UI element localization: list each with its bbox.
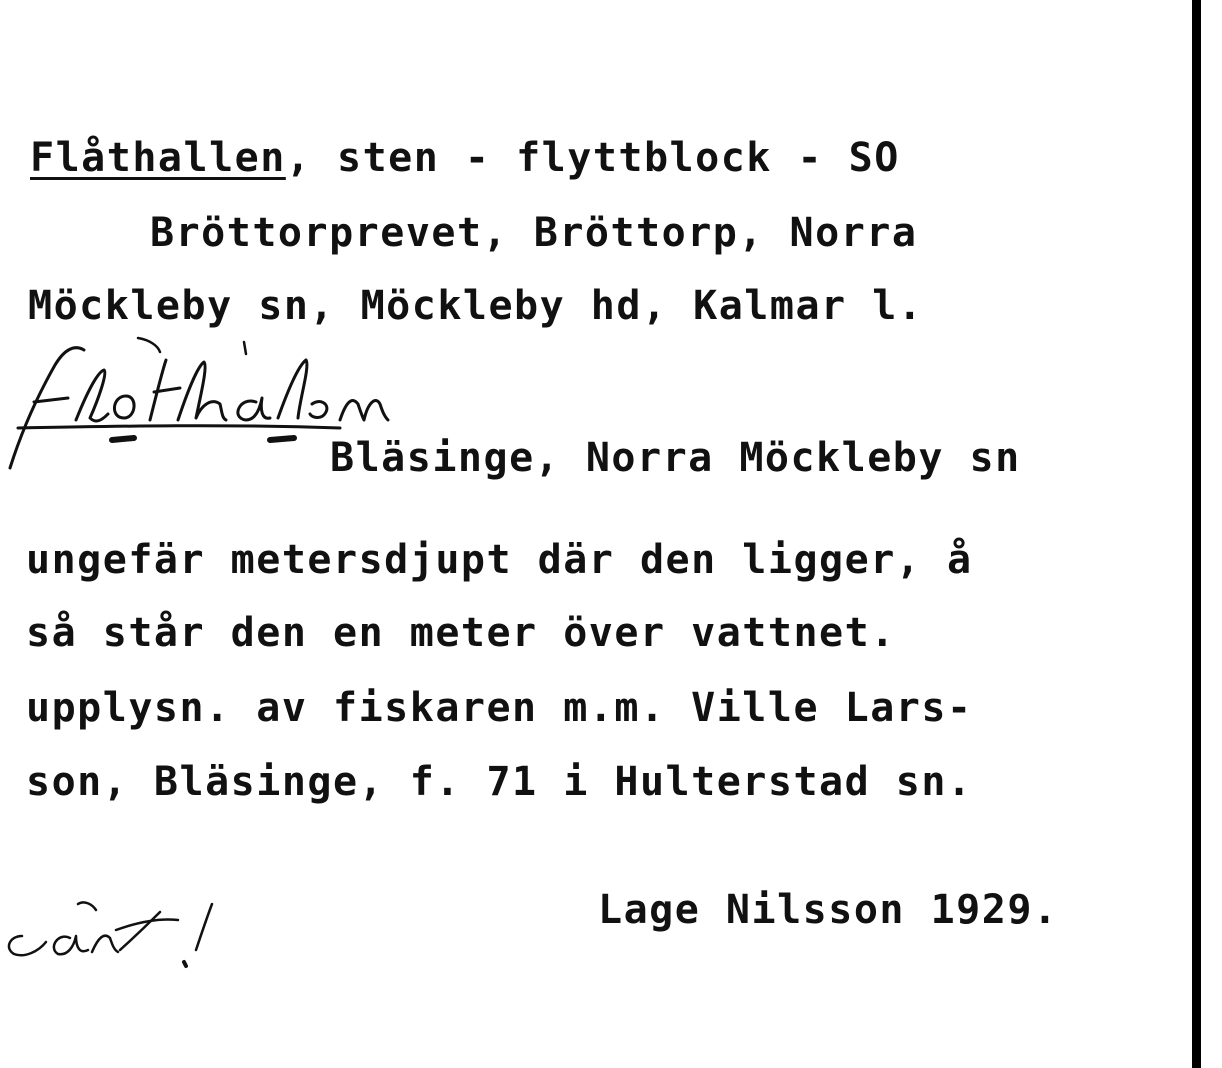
headword: Flåthallen bbox=[30, 135, 286, 181]
card-line-4: Bläsinge, Norra Möckleby sn bbox=[330, 435, 1021, 481]
card-line-6: så står den en meter över vattnet. bbox=[26, 610, 896, 656]
card-edge bbox=[1192, 0, 1201, 1068]
card-line-2: Bröttorprevet, Bröttorp, Norra bbox=[150, 210, 918, 256]
card-line-5: ungefär metersdjupt där den ligger, å bbox=[26, 537, 973, 583]
card-line-7: upplysn. av fiskaren m.m. Ville Lars- bbox=[26, 685, 973, 731]
card-line-8: son, Bläsinge, f. 71 i Hulterstad sn. bbox=[26, 759, 973, 805]
handwritten-note bbox=[0, 0, 240, 980]
headword-description: , sten - flyttblock - SO bbox=[285, 135, 900, 181]
card-line-3: Möckleby sn, Möckleby hd, Kalmar l. bbox=[28, 283, 924, 329]
signature-line: Lage Nilsson 1929. bbox=[598, 887, 1059, 933]
